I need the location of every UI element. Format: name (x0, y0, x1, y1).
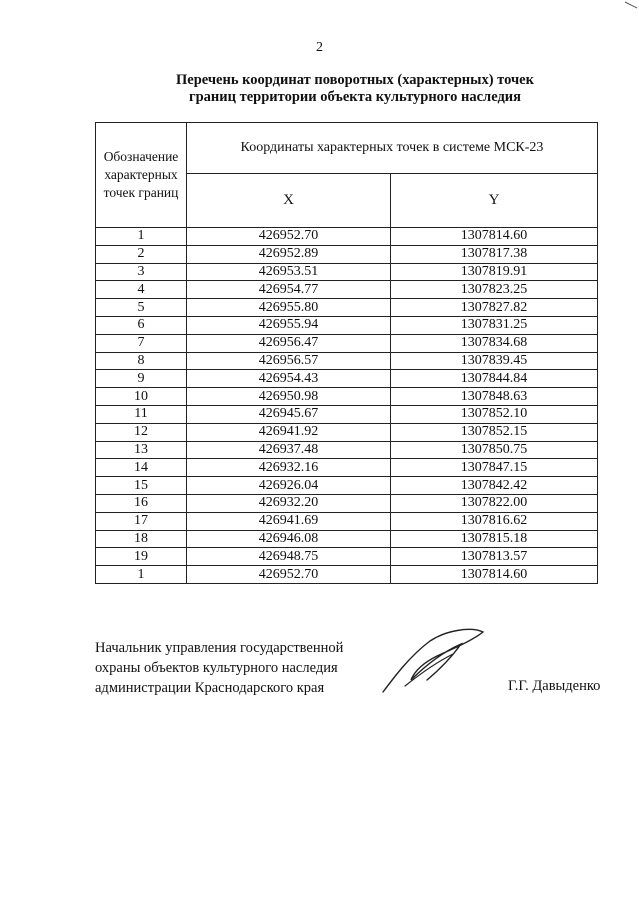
y-coordinate-cell: 1307844.84 (391, 370, 598, 388)
signer-title-line-1: Начальник управления государственной (95, 640, 344, 656)
table-row (96, 548, 598, 566)
table-row (96, 405, 598, 423)
y-coordinate-cell: 1307847.15 (391, 459, 598, 477)
table-row (96, 352, 598, 370)
point-number-cell: 2 (96, 245, 187, 263)
table-row (96, 530, 598, 548)
x-coordinate-cell: 426955.94 (187, 316, 391, 334)
x-coordinate-cell: 426956.57 (187, 352, 391, 370)
point-number-cell: 12 (96, 423, 187, 441)
y-coordinate-cell: 1307831.25 (391, 316, 598, 334)
table-row (96, 477, 598, 495)
point-number-cell: 7 (96, 334, 187, 352)
table-row (96, 316, 598, 334)
header-x: X (187, 174, 391, 228)
x-coordinate-cell: 426937.48 (187, 441, 391, 459)
point-number-cell: 16 (96, 494, 187, 512)
table-row (96, 263, 598, 281)
y-coordinate-cell: 1307819.91 (391, 263, 598, 281)
signature-block (95, 638, 343, 698)
y-coordinate-cell: 1307822.00 (391, 494, 598, 512)
page-number: 2 (316, 40, 323, 55)
y-coordinate-cell: 1307834.68 (391, 334, 598, 352)
table-row (96, 228, 598, 246)
point-number-cell: 9 (96, 370, 187, 388)
x-coordinate-cell: 426932.20 (187, 494, 391, 512)
y-coordinate-cell: 1307815.18 (391, 530, 598, 548)
y-coordinate-cell: 1307814.60 (391, 228, 598, 246)
y-coordinate-cell: 1307816.62 (391, 512, 598, 530)
x-coordinate-cell: 426956.47 (187, 334, 391, 352)
y-coordinate-cell: 1307823.25 (391, 281, 598, 299)
table-row (96, 423, 598, 441)
y-coordinate-cell: 1307848.63 (391, 388, 598, 406)
header-designation: Обозначение характерных точек границ (96, 123, 187, 228)
x-coordinate-cell: 426932.16 (187, 459, 391, 477)
table-row (96, 388, 598, 406)
point-number-cell: 13 (96, 441, 187, 459)
x-coordinate-cell: 426953.51 (187, 263, 391, 281)
y-coordinate-cell: 1307814.60 (391, 566, 598, 584)
x-coordinate-cell: 426926.04 (187, 477, 391, 495)
table-row (96, 494, 598, 512)
table-row (96, 245, 598, 263)
title-line-2: границ территории объекта культурного наследия (189, 89, 521, 105)
point-number-cell: 15 (96, 477, 187, 495)
title-line-1: Перечень координат поворотных (характерных) точек (176, 72, 534, 88)
y-coordinate-cell: 1307842.42 (391, 477, 598, 495)
x-coordinate-cell: 426952.70 (187, 228, 391, 246)
point-number-cell: 14 (96, 459, 187, 477)
x-coordinate-cell: 426952.70 (187, 566, 391, 584)
point-number-cell: 3 (96, 263, 187, 281)
table-row (96, 299, 598, 317)
y-coordinate-cell: 1307839.45 (391, 352, 598, 370)
x-coordinate-cell: 426954.77 (187, 281, 391, 299)
point-number-cell: 11 (96, 405, 187, 423)
x-coordinate-cell: 426948.75 (187, 548, 391, 566)
point-number-cell: 1 (96, 566, 187, 584)
handwritten-signature (375, 626, 495, 696)
table-row (96, 441, 598, 459)
x-coordinate-cell: 426946.08 (187, 530, 391, 548)
point-number-cell: 18 (96, 530, 187, 548)
table-row (96, 370, 598, 388)
y-coordinate-cell: 1307852.10 (391, 405, 598, 423)
y-coordinate-cell: 1307813.57 (391, 548, 598, 566)
x-coordinate-cell: 426941.69 (187, 512, 391, 530)
y-coordinate-cell: 1307827.82 (391, 299, 598, 317)
point-number-cell: 1 (96, 228, 187, 246)
point-number-cell: 4 (96, 281, 187, 299)
x-coordinate-cell: 426950.98 (187, 388, 391, 406)
coordinates-table (95, 122, 598, 584)
x-coordinate-cell: 426955.80 (187, 299, 391, 317)
point-number-cell: 6 (96, 316, 187, 334)
x-coordinate-cell: 426941.92 (187, 423, 391, 441)
table-row (96, 459, 598, 477)
point-number-cell: 19 (96, 548, 187, 566)
document-title (0, 72, 639, 106)
table-row (96, 281, 598, 299)
point-number-cell: 10 (96, 388, 187, 406)
table-row (96, 334, 598, 352)
x-coordinate-cell: 426954.43 (187, 370, 391, 388)
y-coordinate-cell: 1307852.15 (391, 423, 598, 441)
signer-title-line-2: охраны объектов культурного наследия (95, 660, 338, 676)
corner-mark (623, 0, 639, 10)
x-coordinate-cell: 426952.89 (187, 245, 391, 263)
point-number-cell: 17 (96, 512, 187, 530)
signer-title-line-3: администрации Краснодарского края (95, 680, 325, 696)
y-coordinate-cell: 1307850.75 (391, 441, 598, 459)
x-coordinate-cell: 426945.67 (187, 405, 391, 423)
point-number-cell: 5 (96, 299, 187, 317)
y-coordinate-cell: 1307817.38 (391, 245, 598, 263)
table-row (96, 566, 598, 584)
signer-name: Г.Г. Давыденко (508, 678, 601, 694)
point-number-cell: 8 (96, 352, 187, 370)
table-row (96, 512, 598, 530)
header-coordinate-system: Координаты характерных точек в системе МСК-23 (187, 123, 598, 174)
header-y: Y (391, 174, 598, 228)
